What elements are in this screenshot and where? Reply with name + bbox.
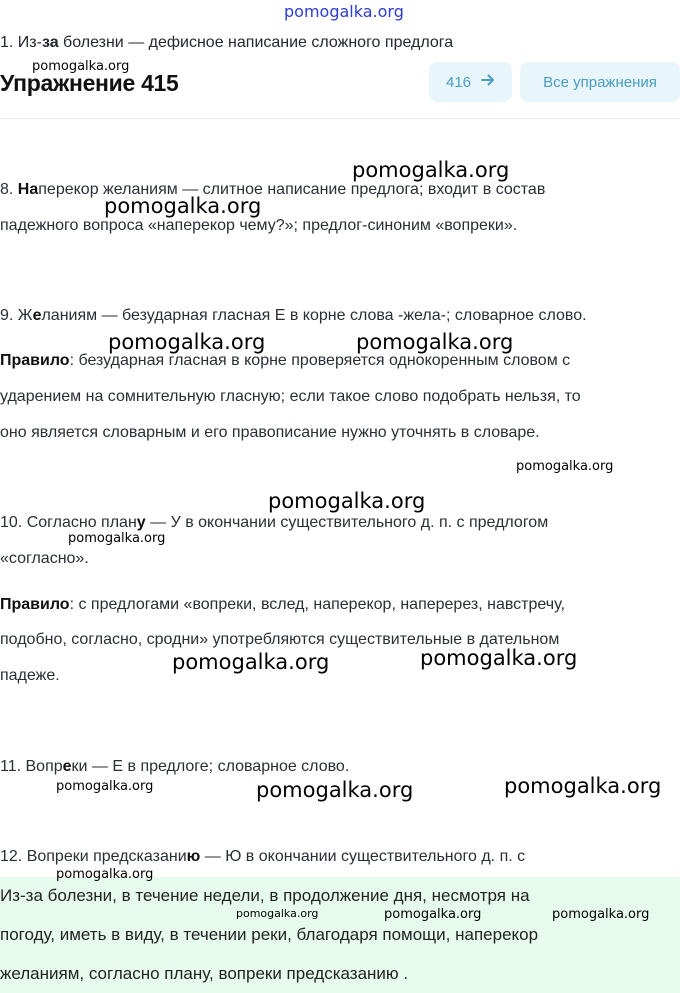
item-10-rule-line-1: Правило: с предлогами «вопреки, вслед, наперекор, наперерез, навстречу, xyxy=(0,596,565,613)
item-10-line-2: «согласно». xyxy=(0,550,89,567)
answer-line-2: погоду, иметь в виду, в течении реки, благодаря помощи, наперекор xyxy=(0,925,539,944)
watermark: pomogalka.org xyxy=(504,774,662,798)
item-9-rule-line-2: ударением на сомнительную гласную; если такое слово подобрать нельзя, то xyxy=(0,388,581,405)
item-8-line-1: 8. Наперекор желаниям — слитное написание предлога; входит в состав xyxy=(0,181,546,198)
rule-label: Правило xyxy=(0,352,70,369)
watermark: pomogalka.org xyxy=(516,459,614,474)
all-exercises-button[interactable] xyxy=(520,62,680,102)
watermark: pomogalka.org xyxy=(104,194,262,218)
item-9-rule-line-3: оно является словарным и его правописание нужно уточнять в словаре. xyxy=(0,424,540,441)
watermark: pomogalka.org xyxy=(32,59,130,74)
item-10-rule-line-2: подобно, согласно, сродни» употребляются существительные в дательном xyxy=(0,631,560,648)
next-exercise-label: 416 xyxy=(445,73,472,91)
item-11-line: 11. Вопреки — Е в предлоге; словарное слово. xyxy=(0,758,350,775)
watermark: pomogalka.org xyxy=(236,907,319,920)
watermark: pomogalka.org xyxy=(420,646,578,670)
item-9-rule-line-1: Правило: безударная гласная в корне проверяется однокоренным словом с xyxy=(0,352,571,369)
watermark: pomogalka.org xyxy=(384,907,482,922)
watermark: pomogalka.org xyxy=(68,531,166,546)
watermark: pomogalka.org xyxy=(108,330,266,354)
watermark: pomogalka.org xyxy=(256,778,414,802)
item-10-line-1: 10. Согласно плану — У в окончании существительного д. п. с предлогом xyxy=(0,514,549,531)
all-exercises-label: Все упражнения xyxy=(543,73,657,91)
watermark: pomogalka.org xyxy=(356,330,514,354)
watermark-top: pomogalka.org xyxy=(284,2,404,21)
item-8-line-2: падежного вопроса «наперекор чему?»; предлог-синоним «вопреки». xyxy=(0,217,518,234)
watermark: pomogalka.org xyxy=(56,867,154,882)
item-10-rule-line-3: падеже. xyxy=(0,667,60,684)
answer-line-3: желаниям, согласно плану, вопреки предсказанию . xyxy=(0,964,409,983)
cut-line-post: болезни — дефисное написание сложного предлога xyxy=(58,34,454,50)
answer-block xyxy=(0,877,680,993)
item-12-line: 12. Вопреки предсказанию — Ю в окончании существительного д. п. с xyxy=(0,848,526,865)
watermark: pomogalka.org xyxy=(352,158,510,182)
answer-line-1: Из-за болезни, в течение недели, в продолжение дня, несмотря на xyxy=(0,886,530,905)
watermark: pomogalka.org xyxy=(552,907,650,922)
next-exercise-button[interactable] xyxy=(429,62,512,102)
arrow-right-icon xyxy=(481,73,495,92)
watermark: pomogalka.org xyxy=(172,650,330,674)
watermark: pomogalka.org xyxy=(268,489,426,513)
cut-line-bold: за xyxy=(41,34,59,50)
cut-line-pre: 1. Из- xyxy=(0,34,42,50)
rule-label: Правило xyxy=(0,596,70,613)
cut-off-line xyxy=(0,34,680,50)
item-9-line-1: 9. Желаниям — безударная гласная Е в корне слова -жела-; словарное слово. xyxy=(0,307,587,324)
watermark: pomogalka.org xyxy=(56,779,154,794)
exercise-title: Упражнение 415 xyxy=(0,70,179,96)
